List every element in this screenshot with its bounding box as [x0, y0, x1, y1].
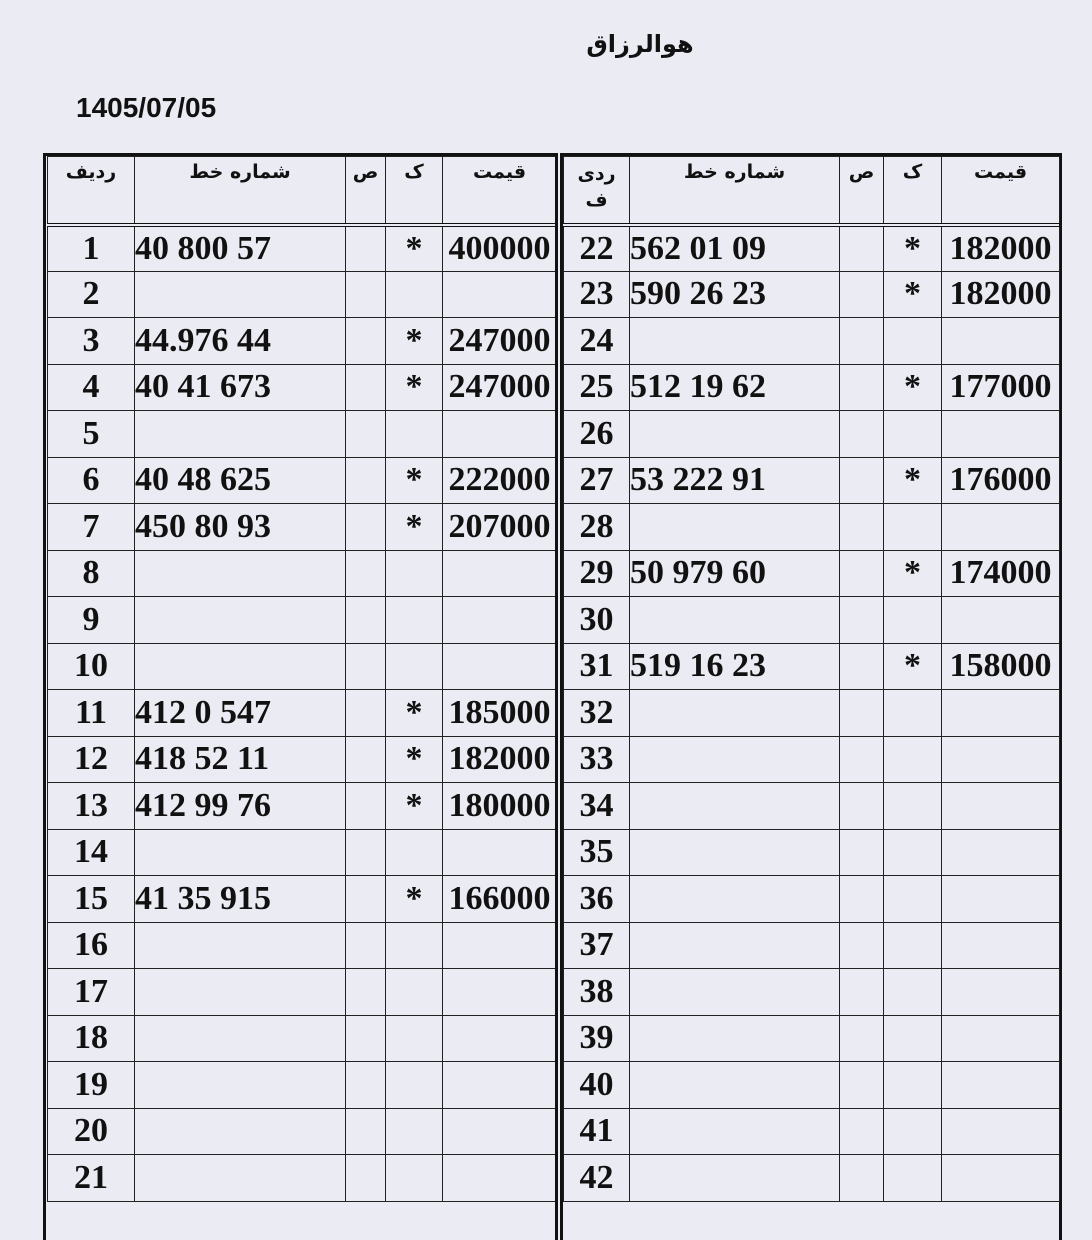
line-number-cell — [630, 829, 840, 876]
k-mark-cell: * — [386, 876, 443, 923]
s-cell — [840, 969, 884, 1016]
k-mark-cell — [386, 1108, 443, 1155]
line-number-cell: 44.976 44 — [135, 318, 346, 365]
row-index-cell: 23 — [564, 271, 630, 318]
s-cell — [840, 225, 884, 272]
table-row — [564, 504, 1060, 551]
document-title: هوالرزاق — [586, 30, 694, 58]
line-number-cell: 53 222 91 — [630, 457, 840, 504]
row-index-cell: 6 — [48, 457, 135, 504]
line-number-cell: 40 41 673 — [135, 364, 346, 411]
left-price-table — [47, 156, 557, 1202]
line-number-cell — [630, 969, 840, 1016]
s-cell — [346, 504, 386, 551]
table-row — [564, 597, 1060, 644]
table-row — [48, 1108, 557, 1155]
table-row — [564, 829, 1060, 876]
header-k: ک — [884, 157, 942, 225]
row-index-cell: 3 — [48, 318, 135, 365]
k-mark-cell: * — [884, 643, 942, 690]
s-cell — [840, 783, 884, 830]
table-row — [564, 736, 1060, 783]
row-index-cell: 31 — [564, 643, 630, 690]
row-index-cell: 38 — [564, 969, 630, 1016]
price-cell — [443, 643, 557, 690]
table-row — [48, 1062, 557, 1109]
k-mark-cell — [884, 690, 942, 737]
line-number-cell: 40 48 625 — [135, 457, 346, 504]
line-number-cell: 41 35 915 — [135, 876, 346, 923]
table-row — [48, 457, 557, 504]
table-row — [48, 318, 557, 365]
s-cell — [840, 922, 884, 969]
row-index-cell: 28 — [564, 504, 630, 551]
table-row — [48, 690, 557, 737]
row-index-cell: 35 — [564, 829, 630, 876]
table-row — [564, 225, 1060, 272]
price-cell — [443, 550, 557, 597]
s-cell — [346, 550, 386, 597]
s-cell — [346, 783, 386, 830]
row-index-cell: 8 — [48, 550, 135, 597]
k-mark-cell — [884, 504, 942, 551]
row-index-cell: 14 — [48, 829, 135, 876]
header-price: قیمت — [443, 157, 557, 225]
table-row — [564, 922, 1060, 969]
s-cell — [840, 411, 884, 458]
s-cell — [346, 364, 386, 411]
row-index-cell: 17 — [48, 969, 135, 1016]
s-cell — [346, 1015, 386, 1062]
header-line-number: شماره خط — [630, 157, 840, 225]
k-mark-cell: * — [386, 504, 443, 551]
k-mark-cell — [884, 876, 942, 923]
price-cell: 182000 — [942, 271, 1060, 318]
row-index-cell: 25 — [564, 364, 630, 411]
price-cell: 158000 — [942, 643, 1060, 690]
price-cell — [443, 1015, 557, 1062]
price-cell: 207000 — [443, 504, 557, 551]
row-index-cell: 29 — [564, 550, 630, 597]
k-mark-cell — [884, 1108, 942, 1155]
line-number-cell — [630, 783, 840, 830]
s-cell — [346, 411, 386, 458]
price-cell — [443, 271, 557, 318]
price-cell — [443, 969, 557, 1016]
price-cell — [942, 969, 1060, 1016]
price-cell: 182000 — [443, 736, 557, 783]
line-number-cell — [630, 922, 840, 969]
line-number-cell: 519 16 23 — [630, 643, 840, 690]
s-cell — [840, 1015, 884, 1062]
k-mark-cell: * — [884, 225, 942, 272]
row-index-cell: 36 — [564, 876, 630, 923]
line-number-cell — [135, 969, 346, 1016]
s-cell — [346, 1062, 386, 1109]
table-row — [48, 504, 557, 551]
k-mark-cell — [386, 271, 443, 318]
s-cell — [840, 364, 884, 411]
k-mark-cell: * — [884, 364, 942, 411]
table-row — [48, 783, 557, 830]
left-table-body — [48, 225, 557, 1202]
k-mark-cell — [386, 969, 443, 1016]
k-mark-cell — [884, 411, 942, 458]
table-row — [48, 411, 557, 458]
line-number-cell — [630, 1155, 840, 1202]
row-index-cell: 19 — [48, 1062, 135, 1109]
table-row — [48, 643, 557, 690]
s-cell — [840, 597, 884, 644]
k-mark-cell — [386, 1015, 443, 1062]
k-mark-cell — [386, 1062, 443, 1109]
table-row — [48, 271, 557, 318]
table-row — [564, 1155, 1060, 1202]
price-cell — [942, 504, 1060, 551]
line-number-cell — [630, 736, 840, 783]
table-row — [48, 876, 557, 923]
k-mark-cell: * — [386, 318, 443, 365]
header-k: ک — [386, 157, 443, 225]
line-number-cell — [135, 1155, 346, 1202]
s-cell — [840, 1108, 884, 1155]
price-cell — [942, 1108, 1060, 1155]
line-number-cell — [135, 550, 346, 597]
price-cell — [942, 597, 1060, 644]
s-cell — [346, 225, 386, 272]
price-cell — [942, 1015, 1060, 1062]
price-cell: 180000 — [443, 783, 557, 830]
price-cell — [942, 922, 1060, 969]
line-number-cell — [135, 1062, 346, 1109]
table-row — [564, 690, 1060, 737]
s-cell — [840, 457, 884, 504]
price-cell — [942, 318, 1060, 365]
s-cell — [346, 1108, 386, 1155]
table-row — [564, 1062, 1060, 1109]
row-index-cell: 7 — [48, 504, 135, 551]
price-cell — [942, 829, 1060, 876]
line-number-cell: 418 52 11 — [135, 736, 346, 783]
s-cell — [346, 271, 386, 318]
k-mark-cell: * — [386, 690, 443, 737]
price-cell — [443, 597, 557, 644]
table-row — [48, 550, 557, 597]
table-row — [48, 969, 557, 1016]
price-cell — [443, 1062, 557, 1109]
document-date: 1405/07/05 — [76, 92, 217, 123]
table-row — [564, 969, 1060, 1016]
price-cell: 174000 — [942, 550, 1060, 597]
table-row — [48, 922, 557, 969]
row-index-cell: 24 — [564, 318, 630, 365]
s-cell — [346, 597, 386, 644]
price-cell — [443, 1155, 557, 1202]
row-index-cell: 5 — [48, 411, 135, 458]
table-row — [564, 876, 1060, 923]
price-cell — [942, 1155, 1060, 1202]
table-row — [564, 643, 1060, 690]
k-mark-cell — [884, 597, 942, 644]
k-mark-cell: * — [386, 225, 443, 272]
row-index-cell: 16 — [48, 922, 135, 969]
k-mark-cell: * — [386, 364, 443, 411]
k-mark-cell — [884, 783, 942, 830]
price-cell — [443, 922, 557, 969]
line-number-cell — [135, 411, 346, 458]
s-cell — [840, 271, 884, 318]
line-number-cell: 50 979 60 — [630, 550, 840, 597]
row-index-cell: 40 — [564, 1062, 630, 1109]
s-cell — [840, 504, 884, 551]
s-cell — [840, 1062, 884, 1109]
k-mark-cell — [884, 736, 942, 783]
line-number-cell: 450 80 93 — [135, 504, 346, 551]
row-index-cell: 10 — [48, 643, 135, 690]
table-row — [564, 364, 1060, 411]
k-mark-cell: * — [386, 783, 443, 830]
row-index-cell: 2 — [48, 271, 135, 318]
line-number-cell: 562 01 09 — [630, 225, 840, 272]
table-row — [48, 1015, 557, 1062]
k-mark-cell — [884, 1155, 942, 1202]
table-row — [48, 1155, 557, 1202]
line-number-cell — [630, 411, 840, 458]
s-cell — [346, 318, 386, 365]
k-mark-cell — [386, 597, 443, 644]
row-index-cell: 39 — [564, 1015, 630, 1062]
s-cell — [840, 829, 884, 876]
right-table-body — [564, 225, 1060, 1202]
s-cell — [346, 829, 386, 876]
k-mark-cell — [884, 1062, 942, 1109]
line-number-cell: 412 99 76 — [135, 783, 346, 830]
price-cell: 247000 — [443, 318, 557, 365]
line-number-cell — [630, 1062, 840, 1109]
line-number-cell: 412 0 547 — [135, 690, 346, 737]
row-index-cell: 27 — [564, 457, 630, 504]
line-number-cell — [630, 597, 840, 644]
k-mark-cell — [386, 1155, 443, 1202]
row-index-cell: 1 — [48, 225, 135, 272]
header-price: قیمت — [942, 157, 1060, 225]
row-index-cell: 20 — [48, 1108, 135, 1155]
line-number-cell — [630, 318, 840, 365]
price-cell: 176000 — [942, 457, 1060, 504]
line-number-cell — [630, 876, 840, 923]
line-number-cell — [630, 690, 840, 737]
table-row — [564, 1108, 1060, 1155]
price-cell — [942, 1062, 1060, 1109]
line-number-cell — [135, 922, 346, 969]
line-number-cell — [135, 1015, 346, 1062]
table-row — [48, 364, 557, 411]
price-cell — [942, 690, 1060, 737]
price-cell — [942, 783, 1060, 830]
line-number-cell — [135, 643, 346, 690]
line-number-cell — [135, 271, 346, 318]
price-cell: 400000 — [443, 225, 557, 272]
price-cell — [942, 736, 1060, 783]
line-number-cell — [135, 597, 346, 644]
line-number-cell — [630, 1108, 840, 1155]
header-radif — [564, 157, 630, 225]
k-mark-cell — [386, 829, 443, 876]
line-number-cell — [630, 504, 840, 551]
k-mark-cell — [884, 318, 942, 365]
s-cell — [346, 1155, 386, 1202]
header-s: ص — [346, 157, 386, 225]
right-price-table — [563, 156, 1060, 1202]
price-cell: 166000 — [443, 876, 557, 923]
price-cell — [443, 1108, 557, 1155]
row-index-cell: 22 — [564, 225, 630, 272]
k-mark-cell — [884, 922, 942, 969]
table-row — [564, 457, 1060, 504]
center-divider — [555, 153, 563, 1240]
price-cell: 182000 — [942, 225, 1060, 272]
row-index-cell: 42 — [564, 1155, 630, 1202]
s-cell — [840, 643, 884, 690]
row-index-cell: 4 — [48, 364, 135, 411]
line-number-cell: 512 19 62 — [630, 364, 840, 411]
row-index-cell: 11 — [48, 690, 135, 737]
table-row — [564, 271, 1060, 318]
table-row — [48, 829, 557, 876]
header-s: ص — [840, 157, 884, 225]
row-index-cell: 13 — [48, 783, 135, 830]
line-number-cell: 590 26 23 — [630, 271, 840, 318]
k-mark-cell: * — [884, 271, 942, 318]
table-row — [48, 597, 557, 644]
price-cell: 222000 — [443, 457, 557, 504]
price-cell — [443, 411, 557, 458]
table-row — [48, 736, 557, 783]
row-index-cell: 26 — [564, 411, 630, 458]
s-cell — [840, 736, 884, 783]
row-index-cell: 34 — [564, 783, 630, 830]
price-cell — [443, 829, 557, 876]
row-index-cell: 12 — [48, 736, 135, 783]
left-header-row — [48, 157, 557, 225]
table-row — [48, 225, 557, 272]
row-index-cell: 32 — [564, 690, 630, 737]
line-number-cell — [135, 829, 346, 876]
k-mark-cell — [386, 411, 443, 458]
header-radif: ردیف — [48, 157, 135, 225]
k-mark-cell — [386, 643, 443, 690]
row-index-cell: 30 — [564, 597, 630, 644]
price-cell — [942, 411, 1060, 458]
table-row — [564, 550, 1060, 597]
row-index-cell: 33 — [564, 736, 630, 783]
price-cell: 177000 — [942, 364, 1060, 411]
header-radif-bottom: ف — [585, 189, 608, 211]
k-mark-cell — [386, 922, 443, 969]
s-cell — [840, 318, 884, 365]
row-index-cell: 37 — [564, 922, 630, 969]
price-cell: 185000 — [443, 690, 557, 737]
row-index-cell: 21 — [48, 1155, 135, 1202]
row-index-cell: 15 — [48, 876, 135, 923]
row-index-cell: 9 — [48, 597, 135, 644]
k-mark-cell — [386, 550, 443, 597]
table-row — [564, 1015, 1060, 1062]
row-index-cell: 18 — [48, 1015, 135, 1062]
s-cell — [840, 550, 884, 597]
price-cell — [942, 876, 1060, 923]
s-cell — [840, 1155, 884, 1202]
k-mark-cell — [884, 969, 942, 1016]
row-index-cell: 41 — [564, 1108, 630, 1155]
s-cell — [346, 876, 386, 923]
k-mark-cell — [884, 1015, 942, 1062]
line-number-cell: 40 800 57 — [135, 225, 346, 272]
right-header-row — [564, 157, 1060, 225]
s-cell — [346, 643, 386, 690]
table-row — [564, 411, 1060, 458]
k-mark-cell — [884, 829, 942, 876]
line-number-cell — [135, 1108, 346, 1155]
s-cell — [346, 969, 386, 1016]
k-mark-cell: * — [386, 736, 443, 783]
k-mark-cell: * — [884, 550, 942, 597]
s-cell — [840, 876, 884, 923]
header-radif-top: ردی — [577, 163, 616, 185]
s-cell — [346, 736, 386, 783]
header-line-number: شماره خط — [135, 157, 346, 225]
s-cell — [840, 690, 884, 737]
s-cell — [346, 457, 386, 504]
s-cell — [346, 690, 386, 737]
s-cell — [346, 922, 386, 969]
k-mark-cell: * — [884, 457, 942, 504]
k-mark-cell: * — [386, 457, 443, 504]
table-row — [564, 318, 1060, 365]
price-cell: 247000 — [443, 364, 557, 411]
line-number-cell — [630, 1015, 840, 1062]
table-row — [564, 783, 1060, 830]
